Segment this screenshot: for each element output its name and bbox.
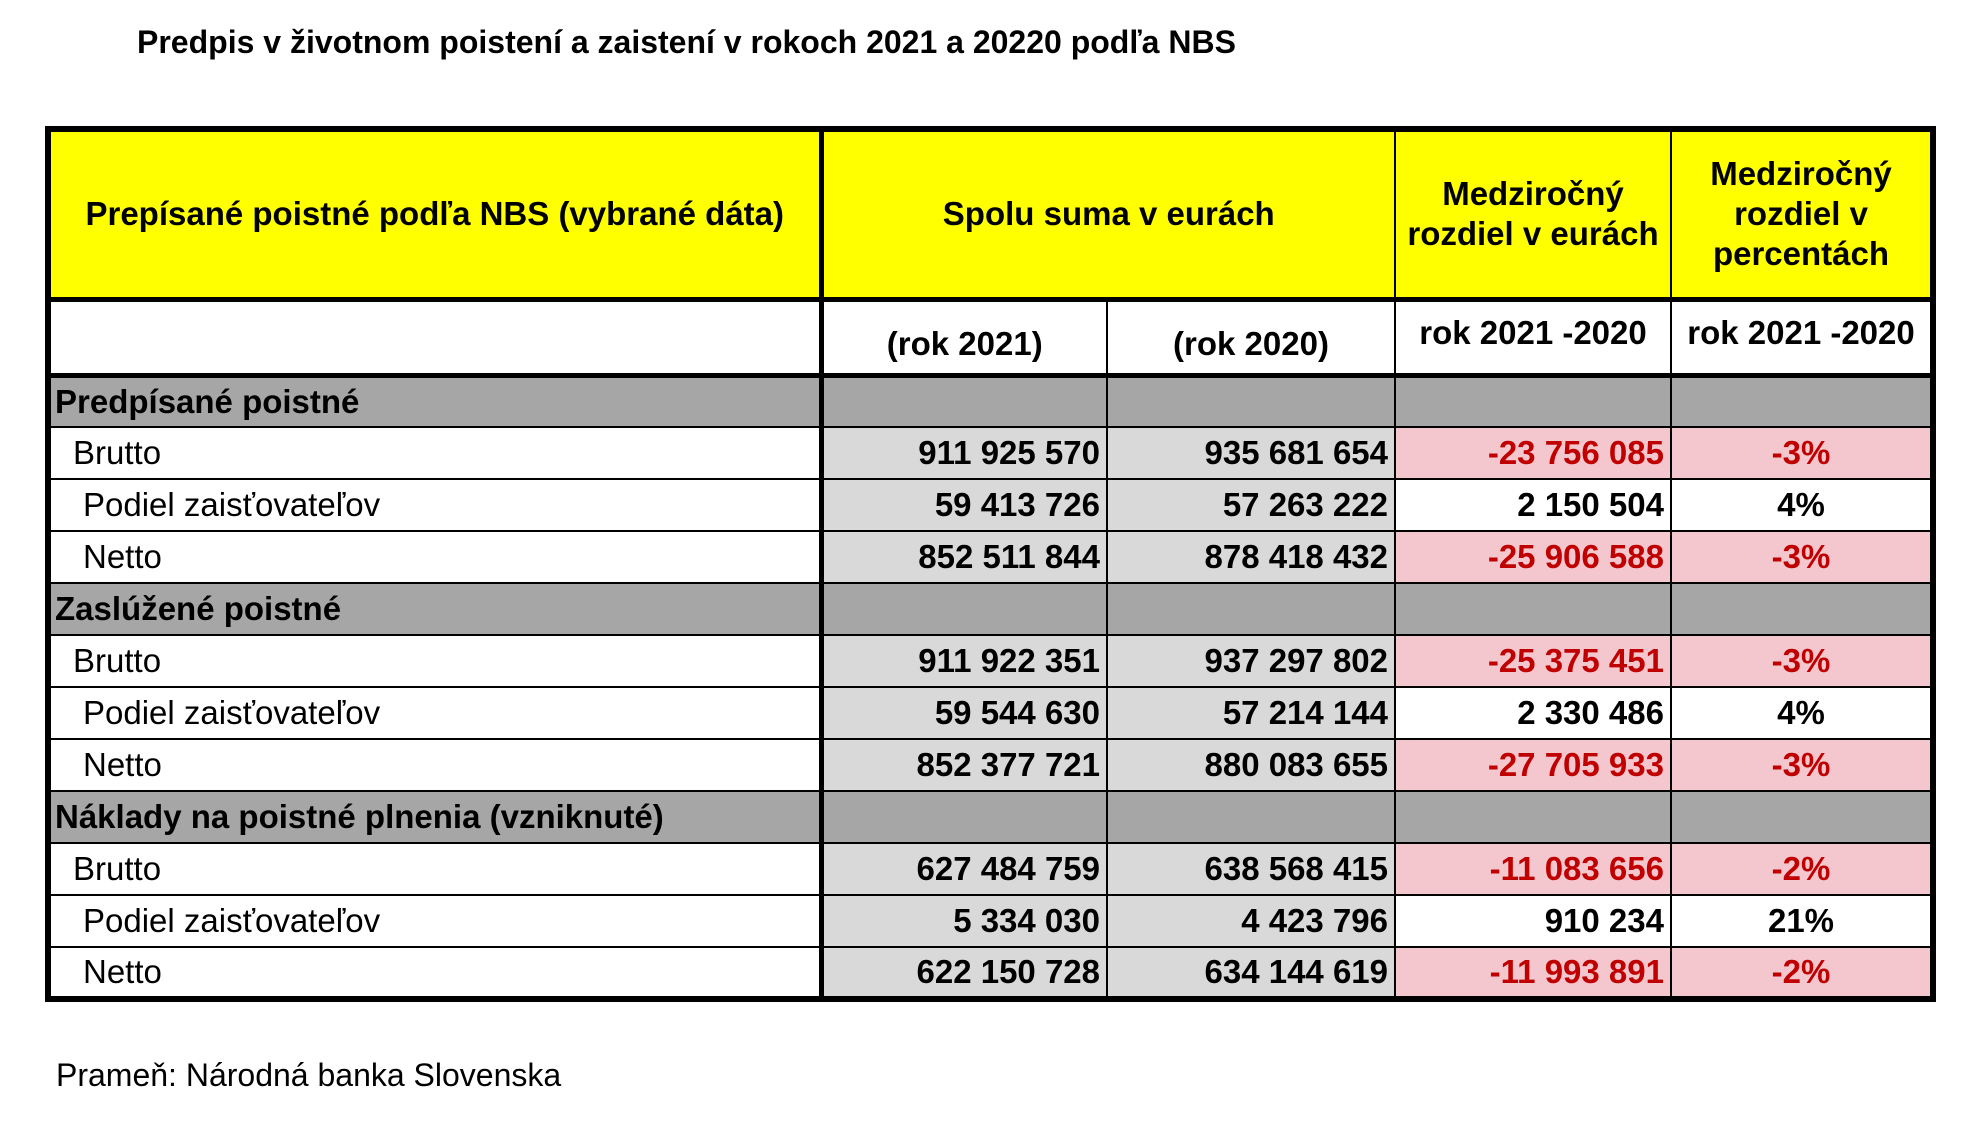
subheader-diff-pct: rok 2021 -2020 [1671, 299, 1933, 375]
row-label: Podiel zaisťovateľov [48, 895, 821, 947]
section-row [48, 791, 1933, 843]
section-row [48, 583, 1933, 635]
section-empty-cell [1395, 583, 1671, 635]
section-empty-cell [821, 375, 1107, 427]
section-empty-cell [821, 791, 1107, 843]
diff-pct: 4% [1671, 687, 1933, 739]
diff-eur: -27 705 933 [1395, 739, 1671, 791]
section-title: Zaslúžené poistné [48, 583, 821, 635]
value-2021: 852 511 844 [821, 531, 1107, 583]
diff-eur: 2 330 486 [1395, 687, 1671, 739]
value-2021: 627 484 759 [821, 843, 1107, 895]
header-diff-pct-col [1671, 129, 1933, 299]
insurance-table [45, 126, 1936, 1002]
diff-pct: -3% [1671, 739, 1933, 791]
value-2021: 59 413 726 [821, 479, 1107, 531]
table-row [48, 947, 1933, 999]
diff-pct: 21% [1671, 895, 1933, 947]
value-2021: 5 334 030 [821, 895, 1107, 947]
source-note: Prameň: Národná banka Slovenska [56, 1057, 562, 1093]
header-diff-eur-line2: rozdiel v eurách [1407, 215, 1659, 253]
row-label: Netto [48, 947, 821, 999]
value-2021: 852 377 721 [821, 739, 1107, 791]
row-label: Brutto [48, 635, 821, 687]
header-diff-pct-line2: rozdiel v [1734, 195, 1868, 233]
diff-eur: 910 234 [1395, 895, 1671, 947]
diff-eur: -25 906 588 [1395, 531, 1671, 583]
row-label: Netto [48, 739, 821, 791]
section-empty-cell [1671, 375, 1933, 427]
section-empty-cell [1107, 791, 1395, 843]
subheader-diff-eur: rok 2021 -2020 [1395, 299, 1671, 375]
value-2021: 59 544 630 [821, 687, 1107, 739]
section-empty-cell [1107, 375, 1395, 427]
diff-eur: -25 375 451 [1395, 635, 1671, 687]
table-row [48, 843, 1933, 895]
table-row [48, 531, 1933, 583]
value-2021: 911 922 351 [821, 635, 1107, 687]
subheader-year-2020: (rok 2020) [1107, 299, 1395, 375]
value-2020: 937 297 802 [1107, 635, 1395, 687]
header-label-col: Prepísané poistné podľa NBS (vybrané dáta) [48, 129, 821, 299]
header-diff-eur-line1: Medziročný [1442, 175, 1624, 213]
header-total-col: Spolu suma v eurách [821, 129, 1395, 299]
section-empty-cell [1671, 791, 1933, 843]
diff-pct: -3% [1671, 635, 1933, 687]
section-title: Náklady na poistné plnenia (vzniknuté) [48, 791, 821, 843]
row-label: Brutto [48, 843, 821, 895]
header-diff-pct-line3: percentách [1712, 235, 1890, 273]
section-empty-cell [821, 583, 1107, 635]
section-empty-cell [1671, 583, 1933, 635]
diff-eur: 2 150 504 [1395, 479, 1671, 531]
header-row [48, 129, 1933, 299]
diff-pct: -2% [1671, 947, 1933, 999]
row-label: Podiel zaisťovateľov [48, 687, 821, 739]
diff-pct: -3% [1671, 531, 1933, 583]
value-2020: 935 681 654 [1107, 427, 1395, 479]
value-2020: 878 418 432 [1107, 531, 1395, 583]
table-row [48, 635, 1933, 687]
value-2021: 911 925 570 [821, 427, 1107, 479]
subheader-row [48, 299, 1933, 375]
row-label: Brutto [48, 427, 821, 479]
value-2020: 634 144 619 [1107, 947, 1395, 999]
section-row [48, 375, 1933, 427]
page-title: Predpis v životnom poistení a zaistení v rokoch 2021 a 20220 podľa NBS [137, 24, 1236, 60]
section-empty-cell [1107, 583, 1395, 635]
diff-eur: -11 993 891 [1395, 947, 1671, 999]
value-2021: 622 150 728 [821, 947, 1107, 999]
row-label: Netto [48, 531, 821, 583]
table-row [48, 739, 1933, 791]
table-row [48, 687, 1933, 739]
diff-eur: -11 083 656 [1395, 843, 1671, 895]
table-row [48, 479, 1933, 531]
diff-pct: 4% [1671, 479, 1933, 531]
header-diff-eur-col [1395, 129, 1671, 299]
value-2020: 880 083 655 [1107, 739, 1395, 791]
diff-eur: -23 756 085 [1395, 427, 1671, 479]
table-row [48, 427, 1933, 479]
section-empty-cell [1395, 375, 1671, 427]
value-2020: 57 263 222 [1107, 479, 1395, 531]
table-row [48, 895, 1933, 947]
diff-pct: -2% [1671, 843, 1933, 895]
subheader-year-2021: (rok 2021) [821, 299, 1107, 375]
row-label: Podiel zaisťovateľov [48, 479, 821, 531]
diff-pct: -3% [1671, 427, 1933, 479]
subheader-empty-cell [48, 299, 821, 375]
section-empty-cell [1395, 791, 1671, 843]
value-2020: 57 214 144 [1107, 687, 1395, 739]
section-title: Predpísané poistné [48, 375, 821, 427]
value-2020: 638 568 415 [1107, 843, 1395, 895]
header-diff-pct-line1: Medziročný [1710, 155, 1892, 193]
value-2020: 4 423 796 [1107, 895, 1395, 947]
